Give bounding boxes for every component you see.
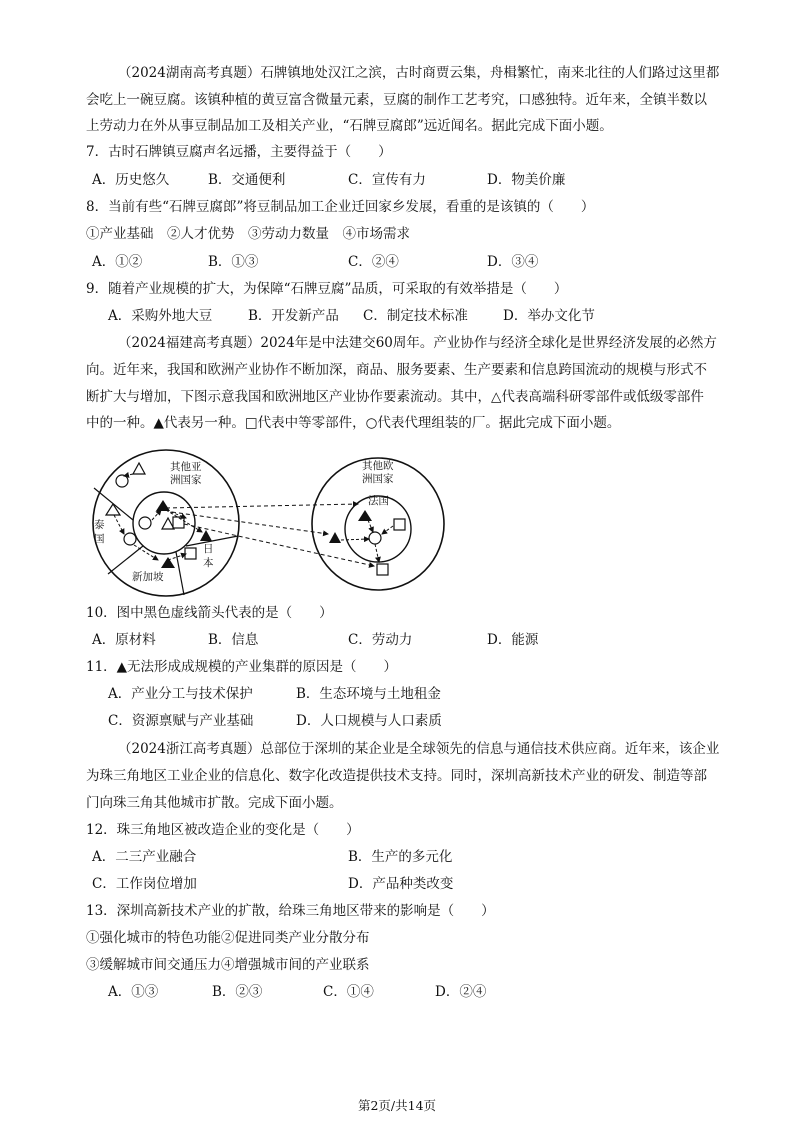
flow-arrow-cross (166, 504, 358, 508)
triangle-filled-symbol (156, 500, 170, 511)
q8-option-b: B．①③ (208, 254, 259, 270)
q13-option-a: A．①③ (108, 984, 159, 1000)
q9-stem: 9．随着产业规模的扩大，为保障“石牌豆腐”品质，可采取的有效举措是（ ） (86, 281, 568, 297)
passage1-line-3: 上劳动力在外从事豆制品加工及相关产业，“石牌豆腐郎”远近闻名。据此完成下面小题。 (86, 118, 613, 134)
passage2-line-3: 断扩大与增加，下图示意我国和欧洲地区产业协作要素流动。其中，△代表高端科研零部件或低级零部件 (86, 389, 704, 405)
q7-option-a: A．历史悠久 (92, 172, 170, 188)
triangle-outline-symbol (162, 518, 174, 529)
q8-option-a: A．①② (92, 254, 143, 270)
medium-part-symbol (394, 519, 405, 530)
china-inner-circle (133, 492, 195, 554)
flow-arrow (152, 510, 161, 520)
assembly-plant-symbol (369, 532, 381, 544)
passage3-line-3: 门向珠三角其他城市扩散。完成下面小题。 (86, 795, 343, 811)
assembly-plant-symbol (124, 533, 136, 545)
q7-option-d: D．物美价廉 (487, 172, 566, 188)
label-thailand: 泰 (94, 519, 105, 531)
label-thailand-2: 国 (94, 533, 105, 545)
q8-stem: 8．当前有些“石牌豆腐郎”将豆制品加工企业迁回家乡发展，看重的是该镇的（ ） (86, 199, 595, 215)
q12-option-b: B．生产的多元化 (348, 849, 453, 865)
q9-option-c: C．制定技术标准 (363, 308, 468, 324)
q12-stem: 12．珠三角地区被改造企业的变化是（ ） (86, 822, 360, 838)
label-japan-2: 本 (203, 557, 214, 569)
passage1-line-1: （2024湖南高考真题）石牌镇地处汉江之滨，古时商贾云集，舟楫繁忙，南来北往的人们路过这里都 (118, 65, 720, 81)
passage2-line-2: 向。近年来，我国和欧洲产业协作不断加深，商品、服务要素、生产要素和信息跨国流动的规模与形式不 (86, 362, 707, 378)
passage2-line-1: （2024福建高考真题）2024年是中法建交60周年。产业协作与经济全球化是世界经济发展的必然方 (118, 335, 717, 351)
industry-flow-diagram (86, 448, 476, 600)
q12-option-a: A．二三产业融合 (92, 849, 197, 865)
q10-option-b: B．信息 (208, 632, 259, 648)
passage2-line-4: 中的一种。▲代表另一种。□代表中等零部件，○代表代理组装的厂。据此完成下面小题。 (86, 415, 621, 431)
q8-option-d: D．③④ (487, 254, 539, 270)
medium-part-symbol (185, 548, 196, 559)
label-france: 法国 (368, 495, 389, 507)
q11-option-d: D．人口规模与人口素质 (296, 713, 442, 729)
q10-option-a: A．原材料 (92, 632, 156, 648)
q9-option-a: A．采购外地大豆 (108, 308, 213, 324)
asia-outer-circle (93, 450, 239, 596)
passage3-line-2: 为珠三角地区工业企业的信息化、数字化改造提供技术支持。同时，深圳高新技术产业的研发、制造等部 (86, 768, 707, 784)
q7-option-b: B．交通便利 (208, 172, 286, 188)
flow-arrow (382, 526, 393, 534)
q9-option-b: B．开发新产品 (248, 308, 339, 324)
q11-stem: 11．▲无法形成成规模的产业集群的原因是（ ） (86, 659, 398, 675)
q11-option-c: C．资源禀赋与产业基础 (108, 713, 254, 729)
flow-arrow (375, 544, 379, 562)
q13-option-c: C．①④ (323, 984, 374, 1000)
q13-choices-2: ③缓解城市间交通压力④增强城市间的产业联系 (86, 957, 370, 973)
flow-arrow (124, 474, 133, 476)
q12-option-d: D．产品种类改变 (348, 876, 454, 892)
q13-stem: 13．深圳高新技术产业的扩散，给珠三角地区带来的影响是（ ） (86, 903, 495, 919)
label-japan-1: 日 (203, 543, 214, 555)
q11-option-b: B．生态环境与土地租金 (296, 686, 441, 702)
triangle-filled-symbol (329, 532, 341, 543)
triangle-outline-symbol (133, 463, 145, 474)
q7-option-c: C．宣传有力 (348, 172, 426, 188)
flow-arrow (114, 515, 124, 534)
q10-option-d: D．能源 (487, 632, 539, 648)
label-other-europe-2: 洲国家 (362, 473, 394, 485)
triangle-filled-symbol (358, 510, 372, 521)
label-other-europe-1: 其他欧 (362, 460, 394, 472)
q13-option-b: B．②③ (212, 984, 263, 1000)
q9-option-d: D．举办文化节 (503, 308, 595, 324)
flow-arrow (341, 539, 369, 540)
passage1-line-2: 会吃上一碗豆腐。该镇种植的黄豆富含微量元素，豆腐的制作工艺考究，口感独特。近年来，全镇半数以 (86, 92, 707, 108)
q10-stem: 10．图中黑色虚线箭头代表的是（ ） (86, 605, 333, 621)
q7-stem: 7．古时石牌镇豆腐声名远播，主要得益于（ ） (86, 144, 392, 160)
q8-option-c: C．②④ (348, 254, 399, 270)
medium-part-symbol (377, 564, 388, 575)
passage3-line-1: （2024浙江高考真题）总部位于深圳的某企业是全球领先的信息与通信技术供应商。近年来，该企业 (118, 741, 720, 757)
flow-arrow (368, 520, 373, 532)
q13-choices-1: ①强化城市的特色功能②促进同类产业分散分布 (86, 930, 370, 946)
triangle-outline-symbol (106, 504, 120, 515)
sector-divider (176, 552, 184, 595)
label-singapore: 新加坡 (132, 571, 164, 583)
q12-option-c: C．工作岗位增加 (92, 876, 197, 892)
q13-option-d: D．②④ (435, 984, 487, 1000)
label-other-asia: 其他亚洲国家 (170, 461, 202, 486)
q8-choices: ①产业基础 ②人才优势 ③劳动力数量 ④市场需求 (86, 226, 410, 242)
sector-divider (108, 546, 143, 574)
page-number: 第2页/共14页 (357, 1098, 437, 1113)
assembly-plant-symbol (116, 475, 128, 487)
medium-part-symbol (173, 517, 184, 528)
q11-option-a: A．产业分工与技术保护 (108, 686, 253, 702)
assembly-plant-symbol (139, 517, 151, 529)
q10-option-c: C．劳动力 (348, 632, 413, 648)
